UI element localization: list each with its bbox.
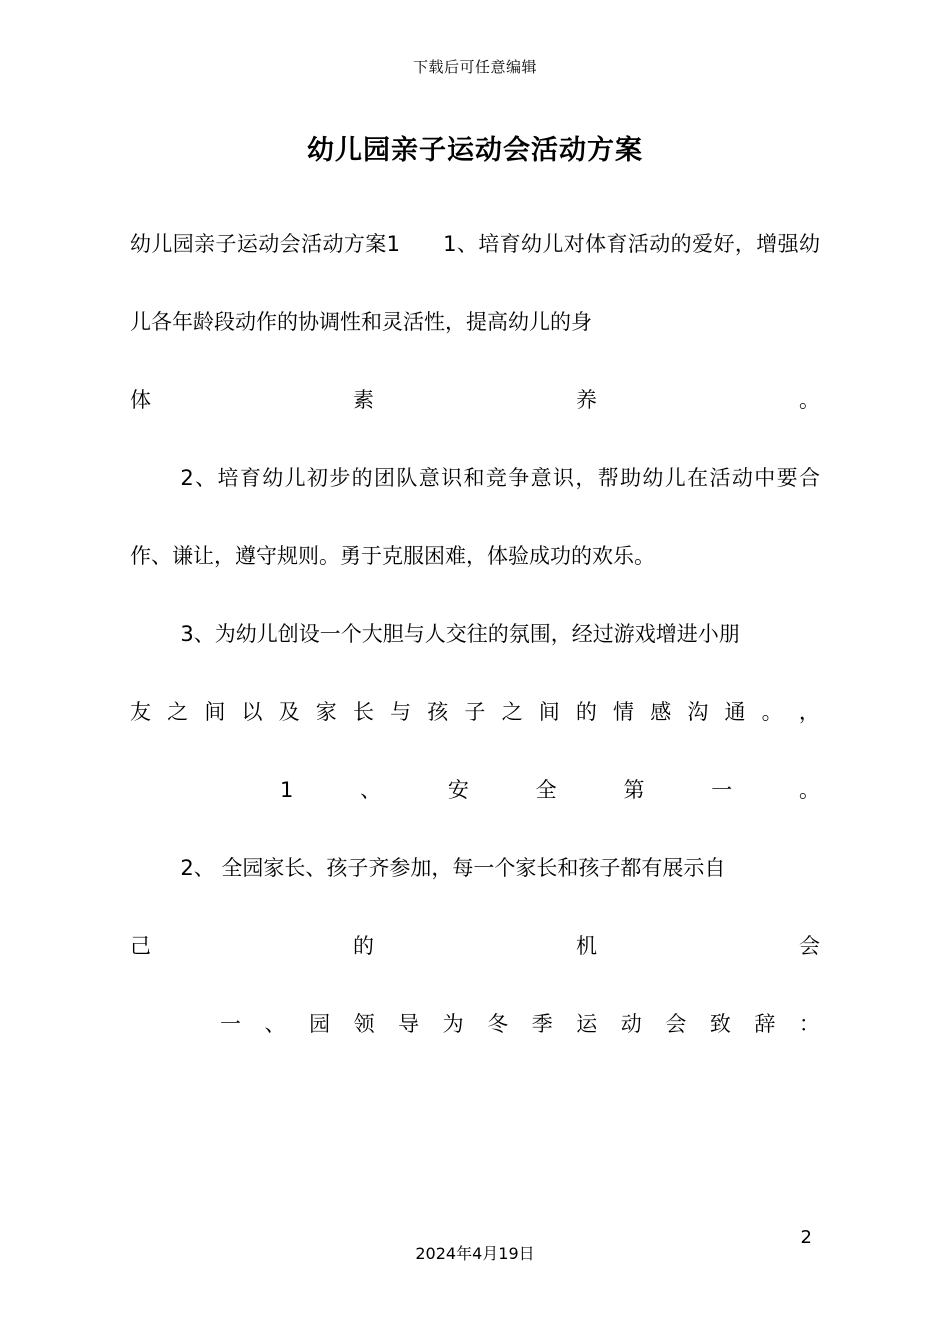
paragraph-2: 2、培育幼儿初步的团队意识和竞争意识，帮助幼儿在活动中要合作、谦让，遵守规则。勇于克服困难，体验成功的欢乐。: [130, 466, 820, 568]
spread-char: 家: [315, 700, 337, 724]
spread-char: 孩: [427, 700, 449, 724]
paragraph-1-spread-line: [130, 361, 820, 439]
spread-char: 的: [353, 934, 374, 958]
spread-char: 一: [220, 1012, 241, 1036]
spread-char: 园: [309, 1012, 331, 1036]
paragraph-5: 2、 全园家长、孩子齐参加，每一个家长和孩子都有展示自: [180, 856, 726, 880]
spread-char: 冬: [487, 1012, 509, 1036]
paragraph-6-spread-line: [130, 985, 820, 1063]
spread-char: 友: [130, 700, 151, 724]
spread-char: 之: [167, 700, 189, 724]
paragraph-3-spread-line: [130, 673, 820, 751]
spread-char: 辞: [754, 1012, 776, 1036]
spread-char: 与: [390, 700, 412, 724]
spread-char: 运: [576, 1012, 598, 1036]
page-title: 幼儿园亲子运动会活动方案: [307, 135, 643, 166]
spread-char: 沟: [687, 700, 709, 724]
spread-char: 素: [353, 388, 374, 412]
spread-char: 机: [576, 934, 597, 958]
paragraph-3: 3、为幼儿创设一个大胆与人交往的氛围，经过游戏增进小朋: [180, 622, 740, 646]
spread-char: 己: [130, 934, 151, 958]
spread-char: 。: [798, 778, 820, 802]
spread-char: 间: [204, 700, 226, 724]
page-number: 2: [800, 1227, 812, 1248]
spread-char: 1: [280, 778, 294, 802]
spread-char: 间: [538, 700, 560, 724]
spread-char: 季: [531, 1012, 553, 1036]
spread-char: 子: [464, 700, 486, 724]
spread-char: 动: [620, 1012, 642, 1036]
spread-char: 之: [501, 700, 523, 724]
spread-char: 及: [278, 700, 300, 724]
spread-char: 、: [360, 778, 382, 802]
header-note: 下载后可任意编辑: [412, 58, 537, 76]
spread-char: 会: [799, 934, 820, 958]
paragraph-1: 幼儿园亲子运动会活动方案1 1、培育幼儿对体育活动的爱好，增强幼儿各年龄段动作的协调性和灵活性，提高幼儿的身: [130, 232, 820, 334]
spread-char: 导: [398, 1012, 420, 1036]
spread-char: 安: [447, 778, 469, 802]
paragraph-4-spread-line: [130, 751, 820, 829]
spread-char: 会: [665, 1012, 687, 1036]
footer-date: 2024年4月19日: [415, 1244, 535, 1263]
spread-char: 领: [353, 1012, 375, 1036]
spread-char: 养: [576, 388, 597, 412]
spread-char: 、: [264, 1012, 286, 1036]
spread-char: 一: [711, 778, 733, 802]
spread-char: 全: [535, 778, 557, 802]
spread-char: 的: [575, 700, 597, 724]
spread-char: ：: [798, 1012, 820, 1036]
spread-char: 长: [352, 700, 374, 724]
spread-char: 体: [130, 388, 151, 412]
spread-char: 为: [442, 1012, 464, 1036]
spread-char: 情: [613, 700, 635, 724]
spread-char: 以: [241, 700, 263, 724]
spread-char: ，: [798, 700, 820, 724]
spread-char: 通: [724, 700, 746, 724]
spread-char: 致: [709, 1012, 731, 1036]
paragraph-5-spread-line: [130, 907, 820, 985]
spread-char: 第: [623, 778, 645, 802]
document-body: [130, 205, 820, 1063]
spread-char: 。: [761, 700, 783, 724]
spread-char: 感: [650, 700, 672, 724]
spread-char: 。: [799, 388, 820, 412]
